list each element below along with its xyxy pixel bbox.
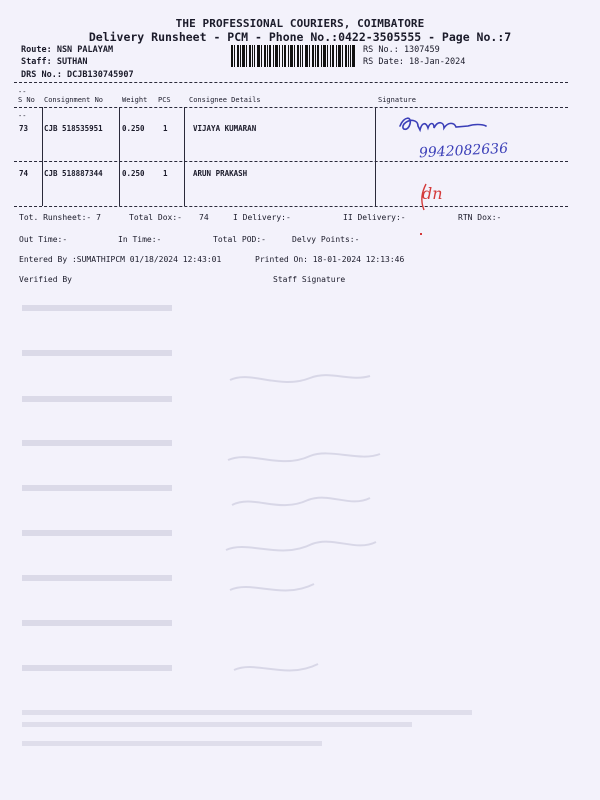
i-delivery: I Delivery:- — [233, 213, 291, 222]
divider-row-2 — [14, 206, 568, 207]
rs-number: RS No.: 1307459 — [363, 45, 440, 55]
ink-dot — [420, 233, 422, 235]
signature-scribble — [396, 112, 490, 138]
row-consignment-no: CJB 518535951 — [44, 124, 103, 133]
row-weight: 0.250 — [122, 124, 145, 133]
entered-by: Entered By :SUMATHIPCM 01/18/2024 12:43:01 — [19, 255, 222, 264]
red-ink-stroke — [414, 182, 438, 212]
staff-signature: Staff Signature — [273, 275, 346, 284]
column-divider — [375, 107, 376, 206]
handwritten-phone: 9942082636 — [418, 140, 509, 162]
column-header-consignee: Consignee Details — [189, 96, 261, 104]
runsheet-subtitle: Delivery Runsheet - PCM - Phone No.:0422-3505555 - Page No.:7 — [88, 30, 512, 44]
row-consignee: VIJAYA KUMARAN — [193, 124, 257, 133]
route-label: Route: NSN PALAYAM — [21, 45, 114, 55]
column-header-weight: Weight — [122, 96, 148, 104]
divider-top — [14, 82, 568, 83]
row-consignment-no: CJB 518887344 — [44, 169, 103, 178]
divider-row-1 — [14, 161, 568, 162]
company-title: THE PROFESSIONAL COURIERS, COIMBATORE — [175, 17, 425, 30]
row-pcs: 1 — [163, 169, 168, 178]
ii-delivery: II Delivery:- — [343, 213, 406, 222]
row-pcs: 1 — [163, 124, 168, 133]
row-consignee: ARUN PRAKASH — [193, 169, 248, 178]
total-dox-value: 74 — [199, 213, 209, 222]
row-sno: 73 — [19, 124, 29, 133]
column-divider — [42, 107, 43, 206]
column-header-sno: S No — [18, 96, 35, 104]
dash-mark: -- — [18, 88, 27, 96]
printed-on: Printed On: 18-01-2024 12:13:46 — [255, 255, 405, 264]
column-header-consignment: Consignment No — [44, 96, 104, 104]
column-divider — [184, 107, 185, 206]
row-weight: 0.250 — [122, 169, 145, 178]
in-time: In Time:- — [118, 235, 162, 244]
total-dox-label: Total Dox:- — [129, 213, 182, 222]
barcode-image — [231, 45, 355, 67]
handwritten-mark: dn — [422, 184, 443, 203]
drs-number: DRS No.: DCJB130745907 — [21, 70, 134, 80]
rtn-dox: RTN Dox:- — [458, 213, 502, 222]
tot-runsheet: Tot. Runsheet:- 7 — [19, 213, 101, 222]
dash-mark: -- — [18, 112, 27, 120]
column-divider — [119, 107, 120, 206]
row-sno: 74 — [19, 169, 29, 178]
divider-header-bottom — [14, 107, 568, 108]
column-header-signature: Signature — [378, 96, 416, 104]
verified-by: Verified By — [19, 275, 72, 284]
staff-label: Staff: SUTHAN — [21, 57, 88, 67]
total-pod: Total POD:- — [213, 235, 266, 244]
column-header-pcs: PCS — [158, 96, 171, 104]
out-time: Out Time:- — [19, 235, 68, 244]
rs-date: RS Date: 18-Jan-2024 — [363, 57, 466, 67]
delvy-points: Delvy Points:- — [292, 235, 360, 244]
